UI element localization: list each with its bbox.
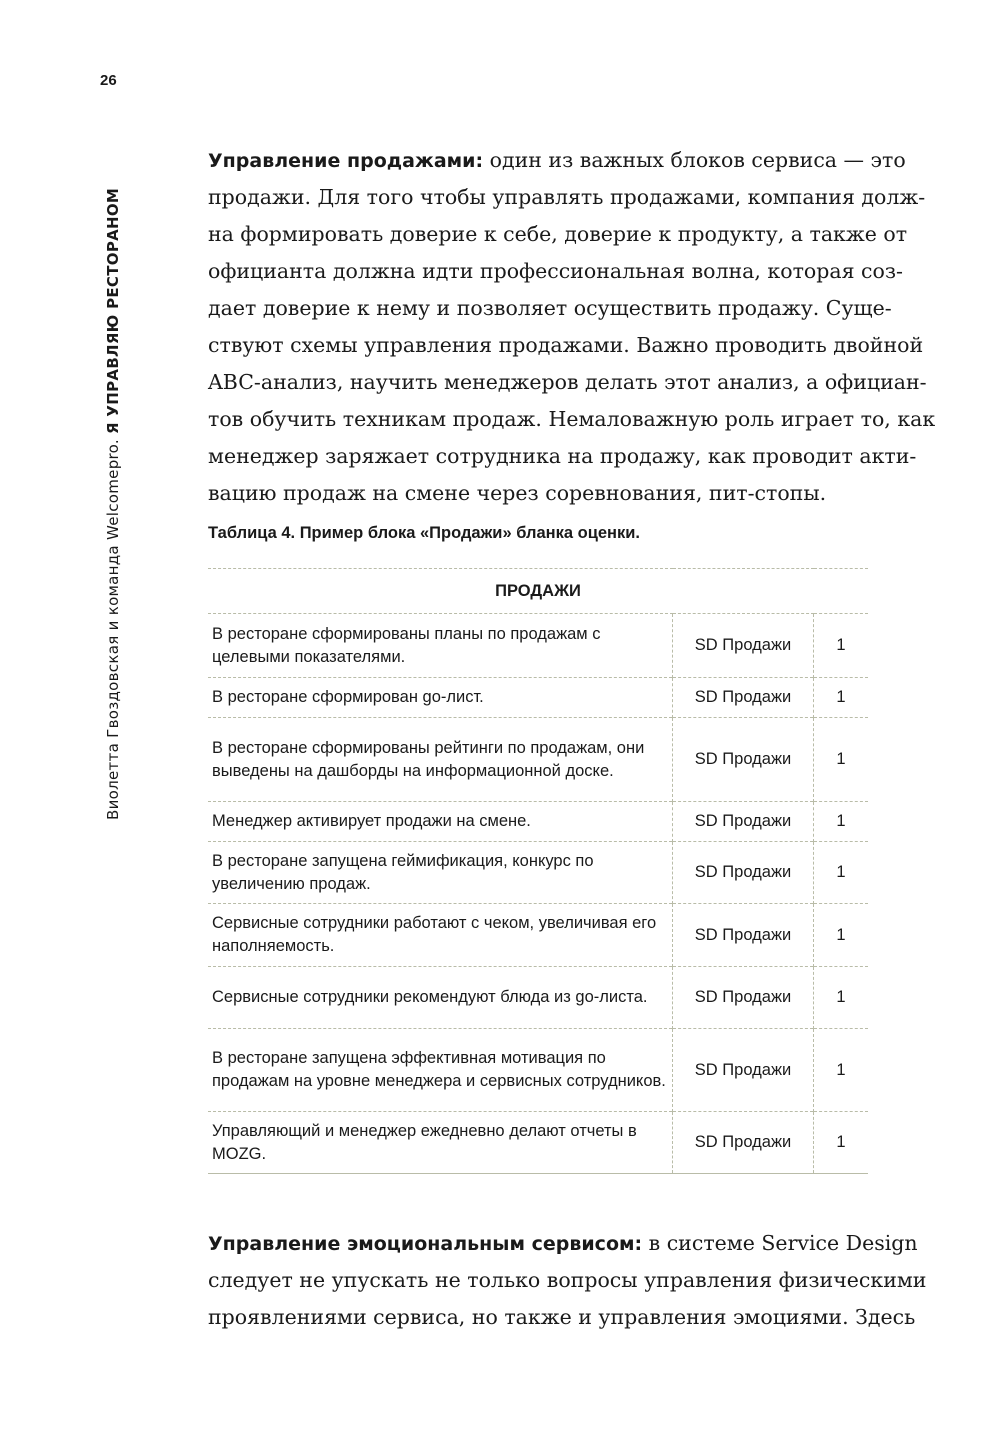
category-cell: SD Продажи (673, 802, 814, 842)
criterion-cell: В ресторане запущена эффективная мотивация по продажам на уровне менеджера и сервисных сотрудников. (208, 1029, 673, 1112)
paragraph-sales (208, 142, 936, 512)
criterion-cell: В ресторане сформированы планы по продажам с целевыми показателями. (208, 614, 673, 678)
score-cell: 1 (814, 678, 869, 718)
running-head (104, 188, 122, 820)
score-cell: 1 (814, 842, 869, 904)
text-line: продажи. Для того чтобы управлять продажами, компания долж- (208, 185, 926, 209)
criterion-cell: В ресторане запущена геймификация, конкурс по увеличению продаж. (208, 842, 673, 904)
category-cell: SD Продажи (673, 718, 814, 802)
category-cell: SD Продажи (673, 842, 814, 904)
text-line: ABC-анализ, научить менеджеров делать этот анализ, а официан- (208, 370, 927, 394)
criterion-cell: Управляющий и менеджер ежедневно делают отчеты в MOZG. (208, 1112, 673, 1174)
score-cell: 1 (814, 802, 869, 842)
paragraph-lead: Управление продажами: (208, 150, 484, 172)
table-row (208, 1029, 868, 1112)
text-line: дает доверие к нему и позволяет осуществить продажу. Суще- (208, 296, 892, 320)
criterion-cell: Менеджер активирует продажи на смене. (208, 802, 673, 842)
category-cell: SD Продажи (673, 967, 814, 1029)
table-row (208, 718, 868, 802)
text-line: официанта должна идти профессиональная волна, которая соз- (208, 259, 903, 283)
page-number: 26 (100, 72, 117, 89)
category-cell: SD Продажи (673, 678, 814, 718)
criterion-cell: Сервисные сотрудники работают с чеком, увеличивая его наполняемость. (208, 904, 673, 967)
score-cell: 1 (814, 718, 869, 802)
category-cell: SD Продажи (673, 904, 814, 967)
table-caption: Таблица 4. Пример блока «Продажи» бланка оценки. (208, 524, 640, 542)
table-row (208, 904, 868, 967)
table-header: ПРОДАЖИ (208, 569, 868, 614)
text-line: проявлениями сервиса, но также и управления эмоциями. Здесь (208, 1305, 916, 1329)
criterion-cell: В ресторане сформирован go-лист. (208, 678, 673, 718)
category-cell: SD Продажи (673, 1112, 814, 1174)
table-row (208, 1112, 868, 1174)
text-line: на формировать доверие к себе, доверие к продукту, а также от (208, 222, 908, 246)
running-head-title: Я УПРАВЛЯЮ РЕСТОРАНОМ (104, 187, 122, 434)
paragraph-lead: Управление эмоциональным сервисом: (208, 1233, 643, 1255)
table-row (208, 842, 868, 904)
score-cell: 1 (814, 1112, 869, 1174)
table-row (208, 802, 868, 842)
table-row (208, 967, 868, 1029)
table-row (208, 678, 868, 718)
paragraph-emotional-service (208, 1225, 927, 1336)
score-cell: 1 (814, 1029, 869, 1112)
category-cell: SD Продажи (673, 1029, 814, 1112)
category-cell: SD Продажи (673, 614, 814, 678)
running-head-authors: Виолетта Гвоздовская и команда Welcomepro. (104, 439, 122, 820)
text-line: тов обучить техникам продаж. Немаловажную роль играет то, как (208, 407, 936, 431)
table-row (208, 614, 868, 678)
score-cell: 1 (814, 967, 869, 1029)
text-line: вацию продаж на смене через соревнования, пит-стопы. (208, 481, 827, 505)
criterion-cell: В ресторане сформированы рейтинги по продажам, они выведены на дашборды на информационной доске. (208, 718, 673, 802)
text-line: Управление эмоциональным сервисом: в системе Service Design (208, 1231, 918, 1255)
text-line: следует не упускать не только вопросы управления физическими (208, 1268, 927, 1292)
text-line: менеджер заряжает сотрудника на продажу, как проводит акти- (208, 444, 917, 468)
text-line: ствуют схемы управления продажами. Важно проводить двойной (208, 333, 924, 357)
score-cell: 1 (814, 904, 869, 967)
text-line: Управление продажами: один из важных блоков сервиса — это (208, 148, 906, 172)
criterion-cell: Сервисные сотрудники рекомендуют блюда из go-листа. (208, 967, 673, 1029)
score-cell: 1 (814, 614, 869, 678)
sales-table (208, 568, 868, 1174)
